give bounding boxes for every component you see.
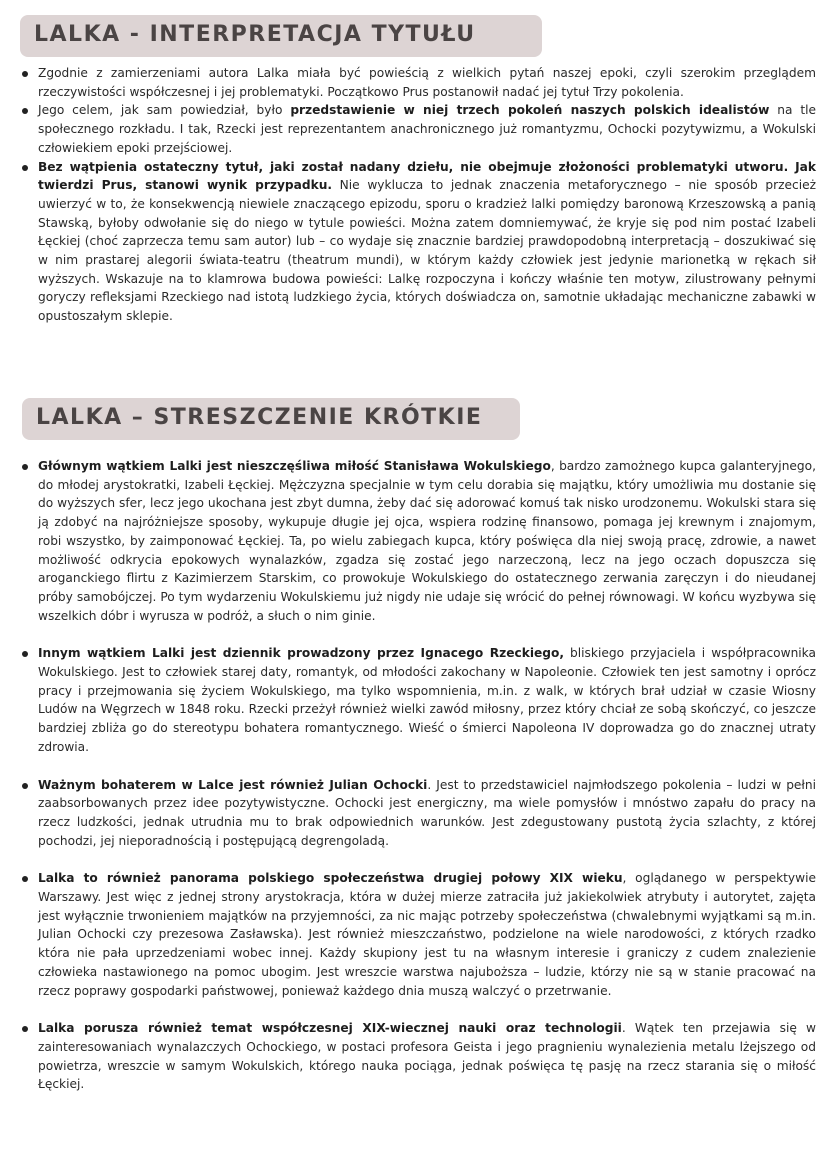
summary-list — [18, 457, 816, 1113]
list-item: Ważnym bohaterem w Lalce jest również Julian Ochocki. Jest to przedstawiciel najmłodszego pokolenia – ludzi w pełni zaabsorbowanych przez idee pozytywistyczne. Ochocki jest energiczny, ma wiele pomysłów i mnóstwo zapału do pracy na rzecz ludzkości, jednak utrudnia mu to brak odpowiednich warunków. Jest zdegustowany pustotą życia szlachty, z której pochodzi, jej nieporadnością i postępującą degrengoladą. — [18, 776, 816, 851]
interpretation-list — [18, 64, 816, 326]
list-item: Innym wątkiem Lalki jest dziennik prowadzony przez Ignacego Rzeckiego, bliskiego przyjaciela i współpracownika Wokulskiego. Jest to człowiek starej daty, romantyk, od młodości zakochany w Napoleonie. Człowiek ten jest samotny i oprócz pracy i przejmowania się życiem Wokulskiego, ma tylko wspomnienia, m.in. z walk, w których brał udział w czasie Wiosny Ludów na Węgrzech w 1848 roku. Rzecki przeżył również wielki zawód miłosny, przez który chciał ze sobą skończyć, co jeszcze bardziej zbliża go do stereotypu bohatera romantycznego. Wieść o śmierci Napoleona IV doprowadza go do znacznej utraty zdrowia. — [18, 644, 816, 756]
list-item: Lalka porusza również temat współczesnej XIX-wiecznej nauki oraz technologii. Wątek ten przejawia się w zainteresowaniach wynalazczych Ochockiego, w postaci profesora Geista i jego pragnieniu wynalezienia metalu lżejszego od powietrza, wreszcie w samym Wokulskich, którego nauka pociąga, jednak poświęca tę pasję na rzecz starania się o miłość Łęckiej. — [18, 1019, 816, 1094]
list-item: Lalka to również panorama polskiego społeczeństwa drugiej połowy XIX wieku, oglądanego w perspektywie Warszawy. Jest więc z jednej strony arystokracja, która w dużej mierze zatraciła już jakiekolwiek atrybuty i autorytet, zajęta jest wyłącznie trwonieniem majątków na przyjemności, za nic mając potrzeby społeczeństwa (chwalebnymi wyjątkami są m.in. Julian Ochocki czy prezesowa Zasławska). Jest również mieszczaństwo, podzielone na wiele narodowości, z których rzadko która nie pała uprzedzeniami wobec innej. Każdy skupiony jest tu na własnym interesie i graniczy z cudem znalezienie człowieka nastawionego na pomoc ubogim. Jest wreszcie warstwa najuboższa – ludzie, którzy nie są w stanie pracować na rzecz poprawy gospodarki państwowej, ponieważ każdego dnia muszą walczyć o przetrwanie. — [18, 869, 816, 1000]
section-heading-interpretacja: LALKA - INTERPRETACJA TYTUŁU — [20, 15, 542, 57]
list-item: Jego celem, jak sam powiedział, było przedstawienie w niej trzech pokoleń naszych polskich idealistów na tle społecznego rozkładu. I tak, Rzecki jest reprezentantem anachronicznego już romantyzmu, Ochocki pozytywizmu, a Wokulski człowiekiem epoki przejściowej. — [18, 101, 816, 157]
list-item: Głównym wątkiem Lalki jest nieszczęśliwa miłość Stanisława Wokulskiego, bardzo zamożnego kupca galanteryjnego, do młodej arystokratki, Izabeli Łęckiej. Mężczyzna specjalnie w tym celu dorabia się majątku, który umożliwia mu dostanie się do wyższych sfer, lecz jego ukochana jest zbyt dumna, żeby dać się adorować komuś tak nisko urodzonemu. Wokulski stara się ją zdobyć na najróżniejsze sposoby, wykupuje długie jej ojca, wspiera rodzinę finansowo, pomaga jej krewnym i znajomym, robi wszystko, by zaimponować Łęckiej. Ta, po wielu zabiegach kupca, który poświęca dla niej swoją pracę, zdrowie, a nawet możliwość odkrycia epokowych wynalazków, zgadza się zostać jego narzeczoną, lecz na jego oczach dopuszcza się aroganckiego flirtu z Kazimierzem Starskim, co prowokuje Wokulskiego do ostatecznego zerwania zaręczyn i do nieudanej próby samobójczej. Po tym wydarzeniu Wokulskiemu już nigdy nie udaje się wrócić do pełnej równowagi. W końcu wyzbywa się wszelkich dóbr i wyrusza w podróż, a słuch o nim ginie. — [18, 457, 816, 625]
list-item: Zgodnie z zamierzeniami autora Lalka miała być powieścią z wielkich pytań naszej epoki, czyli szerokim przeglądem rzeczywistości współczesnej i jej problematyki. Początkowo Prus postanowił nadać jej tytuł Trzy pokolenia. — [18, 64, 816, 101]
list-item: Bez wątpienia ostateczny tytuł, jaki został nadany dziełu, nie obejmuje złożoności problematyki utworu. Jak twierdzi Prus, stanowi wynik przypadku. Nie wyklucza to jednak znaczenia metaforycznego – nie sposób przecież uwierzyć w to, że konsekwencją niewiele znaczącego epizodu, sporu o kradzież lalki pomiędzy baronową Krzeszowską a panią Stawską, byłoby odwołanie się do niego w tytule powieści. Można zatem domniemywać, że kryje się pod nim postać Izabeli Łęckiej (choć zaprzecza temu sam autor) lub – co wydaje się znacznie bardziej prawdopodobną interpretacją – doszukiwać się w nim prastarej alegorii świata-teatru (theatrum mundi), w którym każdy człowiek jest jedynie marionetką w rękach sił wyższych. Wskazuje na to klamrowa budowa powieści: Lalkę rozpoczyna i kończy właśnie ten motyw, zilustrowany pełnymi goryczy refleksjami Rzeckiego nad istotą ludzkiego życia, których doświadcza on, samotnie układając mechaniczne zabawki w opustoszałym sklepie. — [18, 158, 816, 326]
section-heading-streszczenie: LALKA – STRESZCZENIE KRÓTKIE — [22, 398, 520, 440]
